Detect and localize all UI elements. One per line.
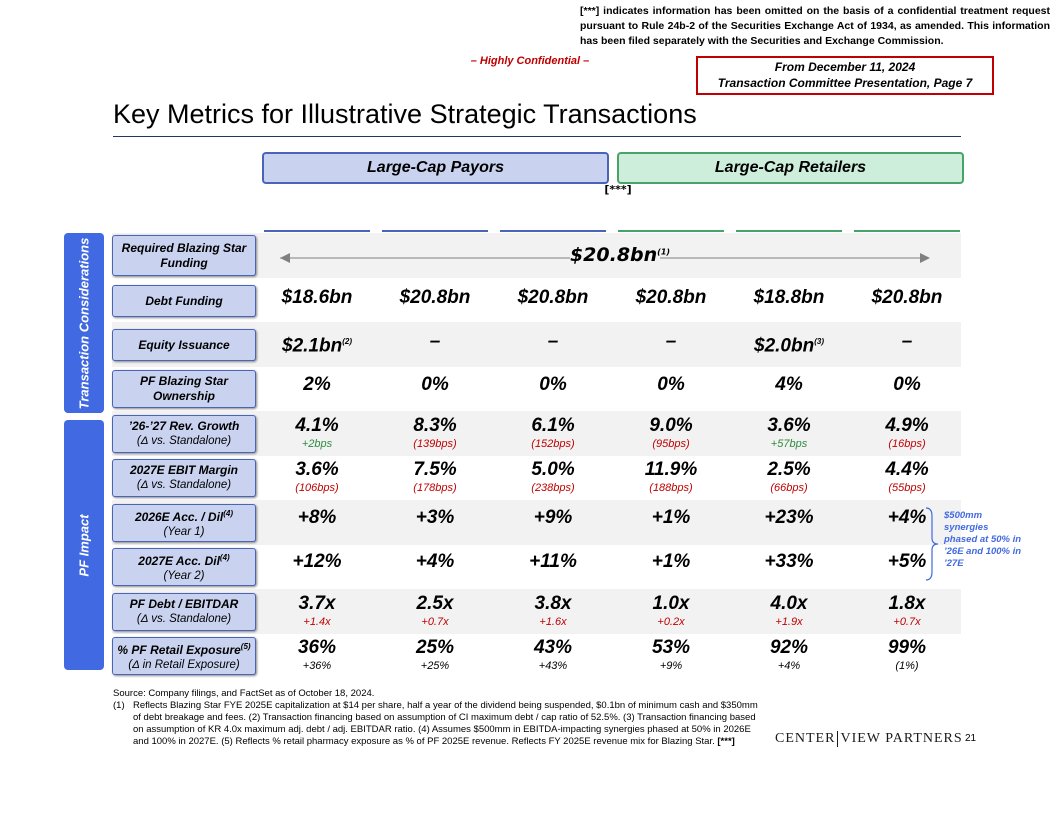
row-label-debt-text: Debt Funding bbox=[145, 293, 223, 308]
row-label-debt bbox=[112, 285, 256, 317]
value-accdil-2027-6: +5% bbox=[887, 551, 927, 572]
value-ownership-3: 0% bbox=[539, 374, 567, 395]
row-label-accdil-2027-sub: (Year 2) bbox=[163, 570, 205, 582]
source-page: Transaction Committee Presentation, Page 7 bbox=[717, 76, 973, 90]
value-accdil-2027-5: +33% bbox=[764, 551, 814, 572]
value-retail-3: 43% bbox=[533, 637, 573, 658]
column-bar-3 bbox=[500, 230, 606, 232]
row-label-ebit-sub: (Δ vs. Standalone) bbox=[136, 479, 232, 491]
value-debt-2: $20.8bn bbox=[399, 287, 471, 308]
delta-leverage-1: +1.4x bbox=[303, 616, 331, 628]
value-accdil-2026-6: +4% bbox=[887, 507, 927, 528]
value-equity-3: – bbox=[547, 331, 559, 352]
cell-equity-2 bbox=[376, 331, 494, 353]
cell-growth-5 bbox=[730, 415, 848, 451]
cell-retail-6 bbox=[848, 637, 966, 673]
footnote-ref-1: (1) bbox=[657, 247, 671, 257]
confidential-treatment-notice: [***] indicates information has been omitted on the basis of a confidential treatment request pursuant to Rule 24b-2 of the Securities Exchange Act of 1934, as amended. This information has been filed separately with the Securities and Exchange Commission. bbox=[580, 5, 1050, 47]
value-equity-1: $\$2.1bn^{(2)}$ bbox=[282, 335, 352, 357]
cell-leverage-1 bbox=[258, 593, 376, 629]
value-equity-2: – bbox=[429, 331, 441, 352]
delta-growth-1: +2bps bbox=[301, 438, 333, 450]
value-debt-5: $18.8bn bbox=[753, 287, 825, 308]
cell-accdil-2026-3 bbox=[494, 507, 612, 529]
value-debt-4: $20.8bn bbox=[635, 287, 707, 308]
logo-divider bbox=[837, 731, 838, 747]
source-footnote: Source: Company filings, and FactSet as of October 18, 2024. bbox=[113, 688, 375, 699]
cell-equity-3 bbox=[494, 331, 612, 353]
column-bar-2 bbox=[382, 230, 488, 232]
delta-leverage-6: +0.7x bbox=[893, 616, 921, 628]
delta-retail-2: +25% bbox=[420, 660, 450, 672]
value-growth-4: 9.0% bbox=[649, 415, 693, 436]
logo-left-text: CENTER bbox=[775, 731, 836, 747]
cell-accdil-2026-1 bbox=[258, 507, 376, 529]
delta-leverage-5: +1.9x bbox=[775, 616, 803, 628]
cell-growth-2 bbox=[376, 415, 494, 451]
footnote-ref-5: (5) bbox=[240, 642, 251, 651]
cell-ebit-6 bbox=[848, 459, 966, 495]
page-number: 21 bbox=[965, 733, 977, 744]
row-label-ebit bbox=[112, 459, 256, 497]
footnote-ref-4a: (4) bbox=[223, 509, 234, 518]
synergy-note: $500mm synergies phased at 50% in ’26E and 100% in ’27E bbox=[944, 510, 1022, 569]
value-retail-6: 99% bbox=[887, 637, 927, 658]
value-ownership-6: 0% bbox=[893, 374, 921, 395]
cell-equity-5 bbox=[730, 331, 848, 357]
row-label-retail bbox=[112, 637, 256, 675]
row-label-ebit-text: 2027E EBIT Margin bbox=[129, 463, 239, 477]
column-bar-1 bbox=[264, 230, 370, 232]
footnotes bbox=[113, 688, 763, 748]
cell-accdil-2027-1 bbox=[258, 551, 376, 573]
cell-equity-4 bbox=[612, 331, 730, 353]
value-leverage-2: 2.5x bbox=[416, 593, 454, 614]
payors-group-header: Large-Cap Payors bbox=[262, 152, 609, 184]
row-label-accdil-2026 bbox=[112, 504, 256, 542]
cell-leverage-2 bbox=[376, 593, 494, 629]
delta-growth-5: +57bps bbox=[770, 438, 808, 450]
row-label-growth bbox=[112, 415, 256, 453]
cell-debt-4 bbox=[612, 287, 730, 309]
cell-growth-1 bbox=[258, 415, 376, 451]
row-label-ownership bbox=[112, 370, 256, 408]
delta-growth-6: (16bps) bbox=[888, 438, 926, 450]
cell-accdil-2027-2 bbox=[376, 551, 494, 573]
cell-debt-5 bbox=[730, 287, 848, 309]
value-debt-3: $20.8bn bbox=[517, 287, 589, 308]
footnote-ref-4b: (4) bbox=[219, 553, 230, 562]
footnote-ref-equity-5: (3) bbox=[814, 337, 824, 346]
cell-ebit-5 bbox=[730, 459, 848, 495]
footnote-1 bbox=[113, 700, 763, 748]
value-leverage-3: 3.8x bbox=[534, 593, 572, 614]
row-label-growth-text: ’26-’27 Rev. Growth bbox=[128, 419, 240, 433]
value-equity-6: – bbox=[901, 331, 913, 352]
cell-leverage-6 bbox=[848, 593, 966, 629]
delta-leverage-4: +0.2x bbox=[657, 616, 685, 628]
synergy-bracket bbox=[922, 506, 942, 582]
cell-debt-3 bbox=[494, 287, 612, 309]
value-debt-1: $18.6bn bbox=[281, 287, 353, 308]
cell-accdil-2027-3 bbox=[494, 551, 612, 573]
cell-retail-5 bbox=[730, 637, 848, 673]
value-ebit-2: 7.5% bbox=[413, 459, 457, 480]
cell-debt-1 bbox=[258, 287, 376, 309]
delta-leverage-2: +0.7x bbox=[421, 616, 449, 628]
delta-retail-1: +36% bbox=[302, 660, 332, 672]
cell-accdil-2026-4 bbox=[612, 507, 730, 529]
value-accdil-2027-2: +4% bbox=[415, 551, 455, 572]
delta-retail-6: (1%) bbox=[895, 660, 919, 672]
cell-growth-3 bbox=[494, 415, 612, 451]
source-presentation-box bbox=[696, 56, 994, 95]
cell-accdil-2027-5 bbox=[730, 551, 848, 573]
row-label-equity bbox=[112, 329, 256, 361]
cell-equity-1 bbox=[258, 331, 376, 357]
cell-accdil-2026-5 bbox=[730, 507, 848, 529]
row-label-accdil-2027 bbox=[112, 548, 256, 586]
value-leverage-1: 3.7x bbox=[298, 593, 336, 614]
delta-growth-3: (152bps) bbox=[531, 438, 575, 450]
cell-leverage-3 bbox=[494, 593, 612, 629]
delta-ebit-4: (188bps) bbox=[649, 482, 693, 494]
cell-retail-2 bbox=[376, 637, 494, 673]
value-growth-6: 4.9% bbox=[885, 415, 929, 436]
delta-ebit-5: (66bps) bbox=[770, 482, 808, 494]
section-pf-impact-label: PF Impact bbox=[76, 513, 92, 577]
delta-ebit-1: (106bps) bbox=[295, 482, 339, 494]
value-retail-5: 92% bbox=[769, 637, 809, 658]
row-label-leverage-sub: (Δ vs. Standalone) bbox=[136, 613, 232, 625]
cell-growth-4 bbox=[612, 415, 730, 451]
value-leverage-5: 4.0x bbox=[770, 593, 808, 614]
value-ownership-4: 0% bbox=[657, 374, 685, 395]
column-bar-4 bbox=[618, 230, 724, 232]
row-label-equity-text: Equity Issuance bbox=[138, 337, 230, 352]
delta-retail-3: +43% bbox=[538, 660, 568, 672]
cell-retail-3 bbox=[494, 637, 612, 673]
cell-ownership-3 bbox=[494, 374, 612, 396]
cell-ownership-1 bbox=[258, 374, 376, 396]
source-date: From December 11, 2024 bbox=[774, 60, 916, 74]
cell-retail-4 bbox=[612, 637, 730, 673]
row-label-accdil-2027-text: 2027E Acc. Dil bbox=[138, 554, 220, 568]
cell-accdil-2027-4 bbox=[612, 551, 730, 573]
value-accdil-2026-1: +8% bbox=[297, 507, 337, 528]
row-label-retail-text: % PF Retail Exposure bbox=[117, 643, 241, 657]
centerview-logo bbox=[775, 731, 963, 747]
value-accdil-2026-2: +3% bbox=[415, 507, 455, 528]
cell-growth-6 bbox=[848, 415, 966, 451]
row-label-leverage bbox=[112, 593, 256, 631]
redacted-marker: [***] bbox=[604, 183, 632, 196]
value-accdil-2027-3: +11% bbox=[529, 551, 577, 572]
cell-ownership-2 bbox=[376, 374, 494, 396]
value-equity-4: – bbox=[665, 331, 677, 352]
row-label-funding bbox=[112, 235, 256, 276]
value-ebit-6: 4.4% bbox=[885, 459, 929, 480]
row-label-accdil-2026-sub: (Year 1) bbox=[163, 526, 205, 538]
value-retail-4: 53% bbox=[651, 637, 691, 658]
cell-ebit-2 bbox=[376, 459, 494, 495]
value-equity-5: $\$2.0bn^{(3)}$ bbox=[754, 335, 824, 357]
delta-growth-4: (95bps) bbox=[652, 438, 690, 450]
page-title: Key Metrics for Illustrative Strategic Transactions bbox=[113, 99, 697, 129]
delta-ebit-2: (178bps) bbox=[413, 482, 457, 494]
value-growth-2: 8.3% bbox=[413, 415, 457, 436]
column-bar-5 bbox=[736, 230, 842, 232]
value-leverage-4: 1.0x bbox=[652, 593, 690, 614]
row-label-ownership-text: PF Blazing Star Ownership bbox=[139, 374, 228, 403]
cell-leverage-4 bbox=[612, 593, 730, 629]
delta-ebit-3: (238bps) bbox=[531, 482, 575, 494]
cell-ownership-6 bbox=[848, 374, 966, 396]
value-ownership-1: 2% bbox=[303, 374, 331, 395]
funding-value bbox=[560, 244, 680, 266]
highly-confidential-label: – Highly Confidential – bbox=[470, 55, 590, 67]
cell-equity-6 bbox=[848, 331, 966, 353]
cell-retail-1 bbox=[258, 637, 376, 673]
delta-leverage-3: +1.6x bbox=[539, 616, 567, 628]
value-retail-1: 36% bbox=[297, 637, 337, 658]
cell-debt-6 bbox=[848, 287, 966, 309]
cell-ebit-4 bbox=[612, 459, 730, 495]
delta-ebit-6: (55bps) bbox=[888, 482, 926, 494]
cell-leverage-5 bbox=[730, 593, 848, 629]
cell-ownership-5 bbox=[730, 374, 848, 396]
cell-accdil-2026-2 bbox=[376, 507, 494, 529]
section-transaction-considerations bbox=[64, 233, 104, 413]
funding-amount: $20.8bn bbox=[569, 244, 658, 266]
row-label-funding-text: Required Blazing Star Funding bbox=[121, 240, 247, 270]
delta-retail-4: +9% bbox=[659, 660, 683, 672]
value-ownership-2: 0% bbox=[421, 374, 449, 395]
retailers-group-header: Large-Cap Retailers bbox=[617, 152, 964, 184]
value-accdil-2026-5: +23% bbox=[764, 507, 814, 528]
cell-ebit-3 bbox=[494, 459, 612, 495]
value-growth-1: 4.1% bbox=[295, 415, 339, 436]
delta-retail-5: +4% bbox=[777, 660, 801, 672]
value-debt-6: $20.8bn bbox=[871, 287, 943, 308]
value-accdil-2027-4: +1% bbox=[651, 551, 691, 572]
section-transaction-label bbox=[77, 237, 92, 409]
value-accdil-2026-3: +9% bbox=[533, 507, 573, 528]
value-accdil-2026-4: +1% bbox=[651, 507, 691, 528]
section-pf-impact bbox=[64, 420, 104, 670]
value-ebit-3: 5.0% bbox=[531, 459, 575, 480]
value-growth-3: 6.1% bbox=[531, 415, 575, 436]
cell-debt-2 bbox=[376, 287, 494, 309]
title-divider bbox=[113, 136, 961, 137]
value-accdil-2027-1: +12% bbox=[292, 551, 342, 572]
column-bar-6 bbox=[854, 230, 960, 232]
footnote-1-key: (1) bbox=[113, 700, 125, 711]
row-label-retail-sub: (Δ in Retail Exposure) bbox=[128, 659, 240, 671]
row-label-accdil-2026-text: 2026E Acc. / Dil bbox=[134, 510, 224, 524]
section-transaction-text: Transaction Considerations bbox=[76, 237, 92, 409]
value-ebit-5: 2.5% bbox=[767, 459, 811, 480]
value-ebit-1: 3.6% bbox=[295, 459, 339, 480]
delta-growth-2: (139bps) bbox=[413, 438, 457, 450]
footnote-1-text: Reflects Blazing Star FYE 2025E capitalization at $14 per share, half a year of the dividend being suspended, $0.1bn of minimum cash and $350mm of debt breakage and fees. (2) Transaction financing based on assumption of CI maximum debt / cap ratio of 52.5%. (3) Transaction financing based on assumption of KR 4.0x maximum adj. debt / adj. EBITDAR ratio. (4) Assumes $500mm in EBITDA-impacting synergies phased at 50% in 2026E and 100% in 2027E. (5) Reflects % retail pharmacy exposure as % of PF 2025E revenue. Reflects FY 2025E revenue mix for Blazing Star. bbox=[133, 700, 758, 747]
value-ebit-4: 11.9% bbox=[644, 459, 698, 480]
row-label-growth-sub: (Δ vs. Standalone) bbox=[136, 435, 232, 447]
value-leverage-6: 1.8x bbox=[888, 593, 926, 614]
footnote-ref-equity-1: (2) bbox=[342, 337, 352, 346]
cell-ownership-4 bbox=[612, 374, 730, 396]
value-growth-5: 3.6% bbox=[767, 415, 811, 436]
logo-right-text: VIEW PARTNERS bbox=[840, 731, 963, 747]
value-ownership-5: 4% bbox=[775, 374, 803, 395]
row-label-leverage-text: PF Debt / EBITDAR bbox=[129, 597, 239, 611]
footnote-redacted-marker: [***] bbox=[717, 736, 735, 747]
cell-ebit-1 bbox=[258, 459, 376, 495]
value-retail-2: 25% bbox=[415, 637, 455, 658]
